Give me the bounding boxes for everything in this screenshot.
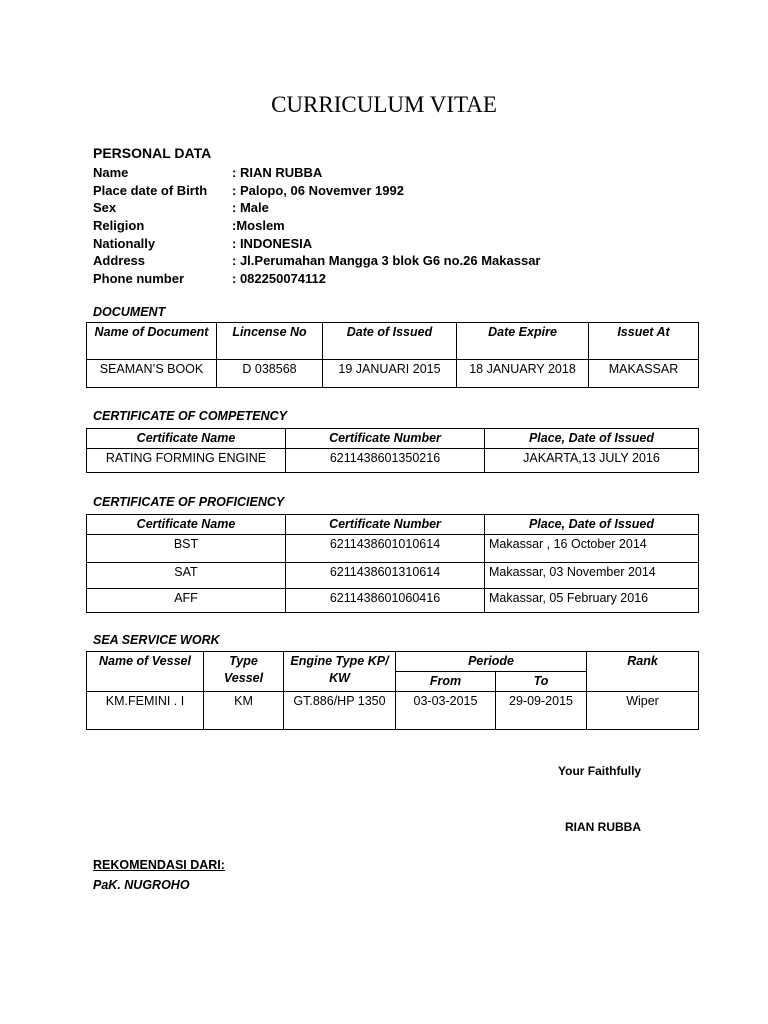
table-row (87, 692, 699, 730)
personal-label: Religion (93, 218, 145, 233)
personal-row-religion (93, 218, 285, 233)
personal-value: : 082250074112 (232, 271, 326, 286)
table-header-cell: Date Expire (457, 323, 589, 360)
document-table (86, 322, 699, 388)
personal-value: : Palopo, 06 Novemver 1992 (232, 183, 404, 198)
table-cell: SEAMAN’S BOOK (87, 360, 217, 388)
personal-row-phone (93, 271, 326, 286)
sea-service-table (86, 651, 699, 730)
personal-row-sex (93, 200, 269, 215)
table-cell: Makassar, 05 February 2016 (485, 589, 699, 613)
table-cell: JAKARTA,13 JULY 2016 (485, 449, 699, 473)
sea-service-heading: SEA SERVICE WORK (93, 633, 220, 647)
table-header-cell: Rank (587, 652, 699, 692)
personal-value: :Moslem (232, 218, 285, 233)
competency-table (86, 428, 699, 473)
personal-label: Phone number (93, 271, 185, 286)
table-header-cell: Certificate Number (286, 429, 485, 449)
personal-value: : RIAN RUBBA (232, 165, 323, 180)
table-cell: 6211438601010614 (286, 535, 485, 563)
table-header-cell: Type Vessel (204, 652, 284, 692)
table-cell: Makassar , 16 October 2014 (485, 535, 699, 563)
table-header-cell: Place, Date of Issued (485, 429, 699, 449)
personal-value: : INDONESIA (232, 236, 313, 251)
table-cell: GT.886/HP 1350 (284, 692, 396, 730)
table-cell: AFF (87, 589, 286, 613)
recommendation-heading: REKOMENDASI DARI: (93, 858, 225, 872)
table-header-cell: Name of Document (87, 323, 217, 360)
table-header-cell: Certificate Number (286, 515, 485, 535)
table-cell: 6211438601310614 (286, 563, 485, 589)
table-cell: 03-03-2015 (396, 692, 496, 730)
personal-row-birth (93, 183, 404, 198)
table-cell: Makassar, 03 November 2014 (485, 563, 699, 589)
table-header-row (87, 515, 699, 535)
table-header-cell: To (496, 672, 587, 692)
personal-row-nationality (93, 236, 312, 251)
table-cell: SAT (87, 563, 286, 589)
table-row (87, 360, 699, 388)
closing-text: Your Faithfully (558, 764, 642, 778)
signature-name: RIAN RUBBA (565, 820, 641, 834)
recommendation-name: PaK. NUGROHO (93, 878, 190, 892)
table-cell: KM (204, 692, 284, 730)
proficiency-heading: CERTIFICATE OF PROFICIENCY (93, 495, 285, 509)
table-cell: BST (87, 535, 286, 563)
table-cell: 19 JANUARI 2015 (323, 360, 457, 388)
table-cell: MAKASSAR (589, 360, 699, 388)
document-heading: DOCUMENT (93, 305, 166, 319)
table-cell: 18 JANUARY 2018 (457, 360, 589, 388)
table-cell: KM.FEMINI . I (87, 692, 204, 730)
table-header-cell: Periode (396, 652, 587, 672)
table-header-cell: Name of Vessel (87, 652, 204, 692)
personal-label: Place date of Birth (93, 183, 208, 198)
personal-label: Nationally (93, 236, 156, 251)
competency-heading: CERTIFICATE OF COMPETENCY (93, 409, 287, 423)
table-cell: 29-09-2015 (496, 692, 587, 730)
personal-row-address (93, 253, 541, 268)
table-header-cell: Lincense No (217, 323, 323, 360)
table-header-cell: Issuet At (589, 323, 699, 360)
table-header-row (87, 652, 699, 672)
table-row (87, 449, 699, 473)
personal-row-name (93, 165, 322, 180)
table-header-cell: Engine Type KP/ KW (284, 652, 396, 692)
personal-label: Address (93, 253, 146, 268)
table-row (87, 589, 699, 613)
table-cell: RATING FORMING ENGINE (87, 449, 286, 473)
table-cell: 6211438601060416 (286, 589, 485, 613)
table-cell: Wiper (587, 692, 699, 730)
table-header-cell: Certificate Name (87, 429, 286, 449)
table-cell: 6211438601350216 (286, 449, 485, 473)
personal-data-heading: PERSONAL DATA (93, 145, 212, 161)
personal-label: Sex (93, 200, 117, 215)
proficiency-table (86, 514, 699, 613)
table-header-cell: Place, Date of Issued (485, 515, 699, 535)
table-header-row (87, 323, 699, 360)
table-header-cell: Date of Issued (323, 323, 457, 360)
personal-label: Name (93, 165, 129, 180)
table-header-row (87, 429, 699, 449)
personal-value: : Jl.Perumahan Mangga 3 blok G6 no.26 Makassar (232, 253, 541, 268)
table-row (87, 563, 699, 589)
table-header-cell: Certificate Name (87, 515, 286, 535)
table-cell: D 038568 (217, 360, 323, 388)
page-title: CURRICULUM VITAE (271, 92, 497, 117)
personal-value: : Male (232, 200, 269, 215)
table-header-cell: From (396, 672, 496, 692)
table-row (87, 535, 699, 563)
